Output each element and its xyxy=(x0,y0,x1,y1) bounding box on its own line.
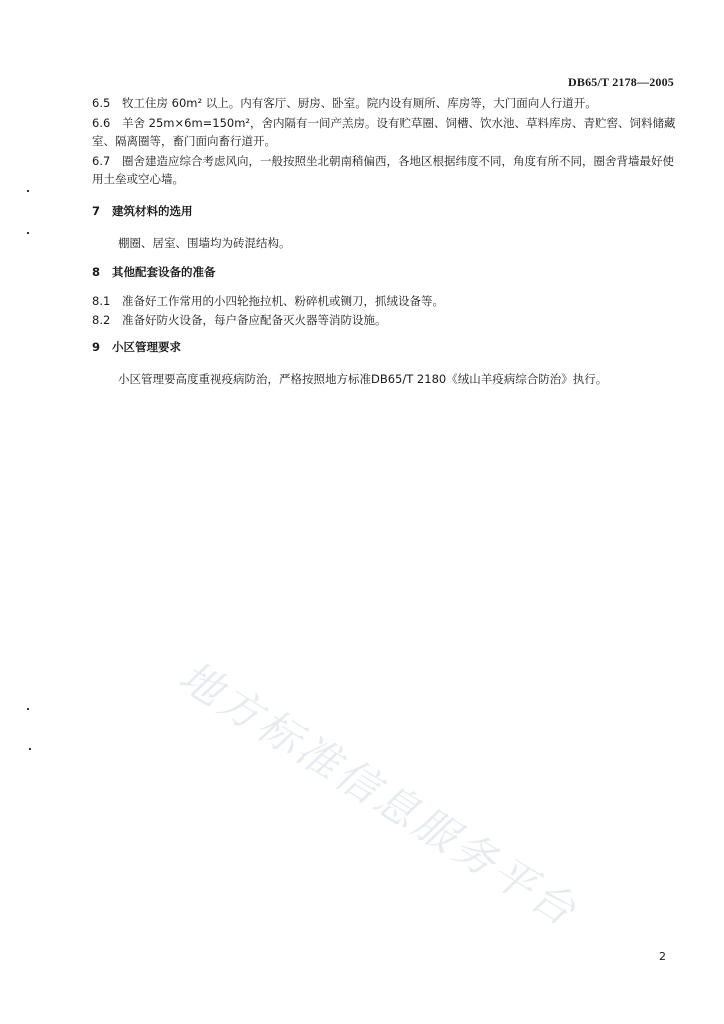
clause-number: 6.6 xyxy=(92,116,111,130)
clause-8-2 xyxy=(92,311,677,329)
clause-number: 6.5 xyxy=(92,96,111,110)
clause-number: 8.1 xyxy=(92,294,111,308)
scan-mark xyxy=(29,748,31,750)
section-number: 9 xyxy=(92,340,101,354)
section-number: 8 xyxy=(92,265,101,279)
clause-number: 8.2 xyxy=(92,313,111,327)
clause-text: 准备好工作常用的小四轮拖拉机、粉碎机或铡刀，抓绒设备等。 xyxy=(122,294,444,308)
clause-8-1 xyxy=(92,292,677,310)
document-code: DB65/T 2178—2005 xyxy=(568,75,674,89)
watermark: 地方标准信息服务平台 xyxy=(170,651,587,937)
page-number: 2 xyxy=(659,950,666,963)
section-title: 小区管理要求 xyxy=(112,340,181,354)
section-title: 建筑材料的选用 xyxy=(112,204,193,218)
section-9-text: 小区管理要高度重视疫病防治，严格按照地方标准DB65/T 2180《绒山羊疫病综合防治》执行。 xyxy=(118,372,608,386)
clause-6-5 xyxy=(92,94,677,112)
clause-text: 圈舍建造应综合考虑风向，一般按照坐北朝南稍偏西，各地区根据纬度不同，角度有所不同，圈舍背墙最好使用土垒或空心墙。 xyxy=(92,154,674,186)
clause-text: 准备好防火设备，每户备应配备灭火器等消防设施。 xyxy=(122,313,387,327)
clause-number: 6.7 xyxy=(92,154,111,168)
section-heading-8 xyxy=(92,264,216,280)
section-title: 其他配套设备的准备 xyxy=(112,265,216,279)
clause-text: 羊舍 25m×6m=150m²，舍内隔有一间产羔房。设有贮草圈、饲槽、饮水池、草料库房、青贮窖、饲料储藏室、隔离圈等，畜门面向畜行道开。 xyxy=(92,116,676,148)
clause-text: 牧工住房 60m² 以上。内有客厅、厨房、卧室。院内设有厕所、库房等，大门面向人行道开。 xyxy=(122,96,597,110)
section-heading-7 xyxy=(92,203,193,219)
section-heading-9 xyxy=(92,339,181,355)
scan-mark xyxy=(27,190,29,192)
section-number: 7 xyxy=(92,204,101,218)
scan-mark xyxy=(27,708,29,710)
section-7-text: 棚圈、居室、围墙均为砖混结构。 xyxy=(118,236,291,250)
clause-6-7 xyxy=(92,152,677,188)
clause-6-6 xyxy=(92,114,677,150)
scan-mark xyxy=(27,232,29,234)
